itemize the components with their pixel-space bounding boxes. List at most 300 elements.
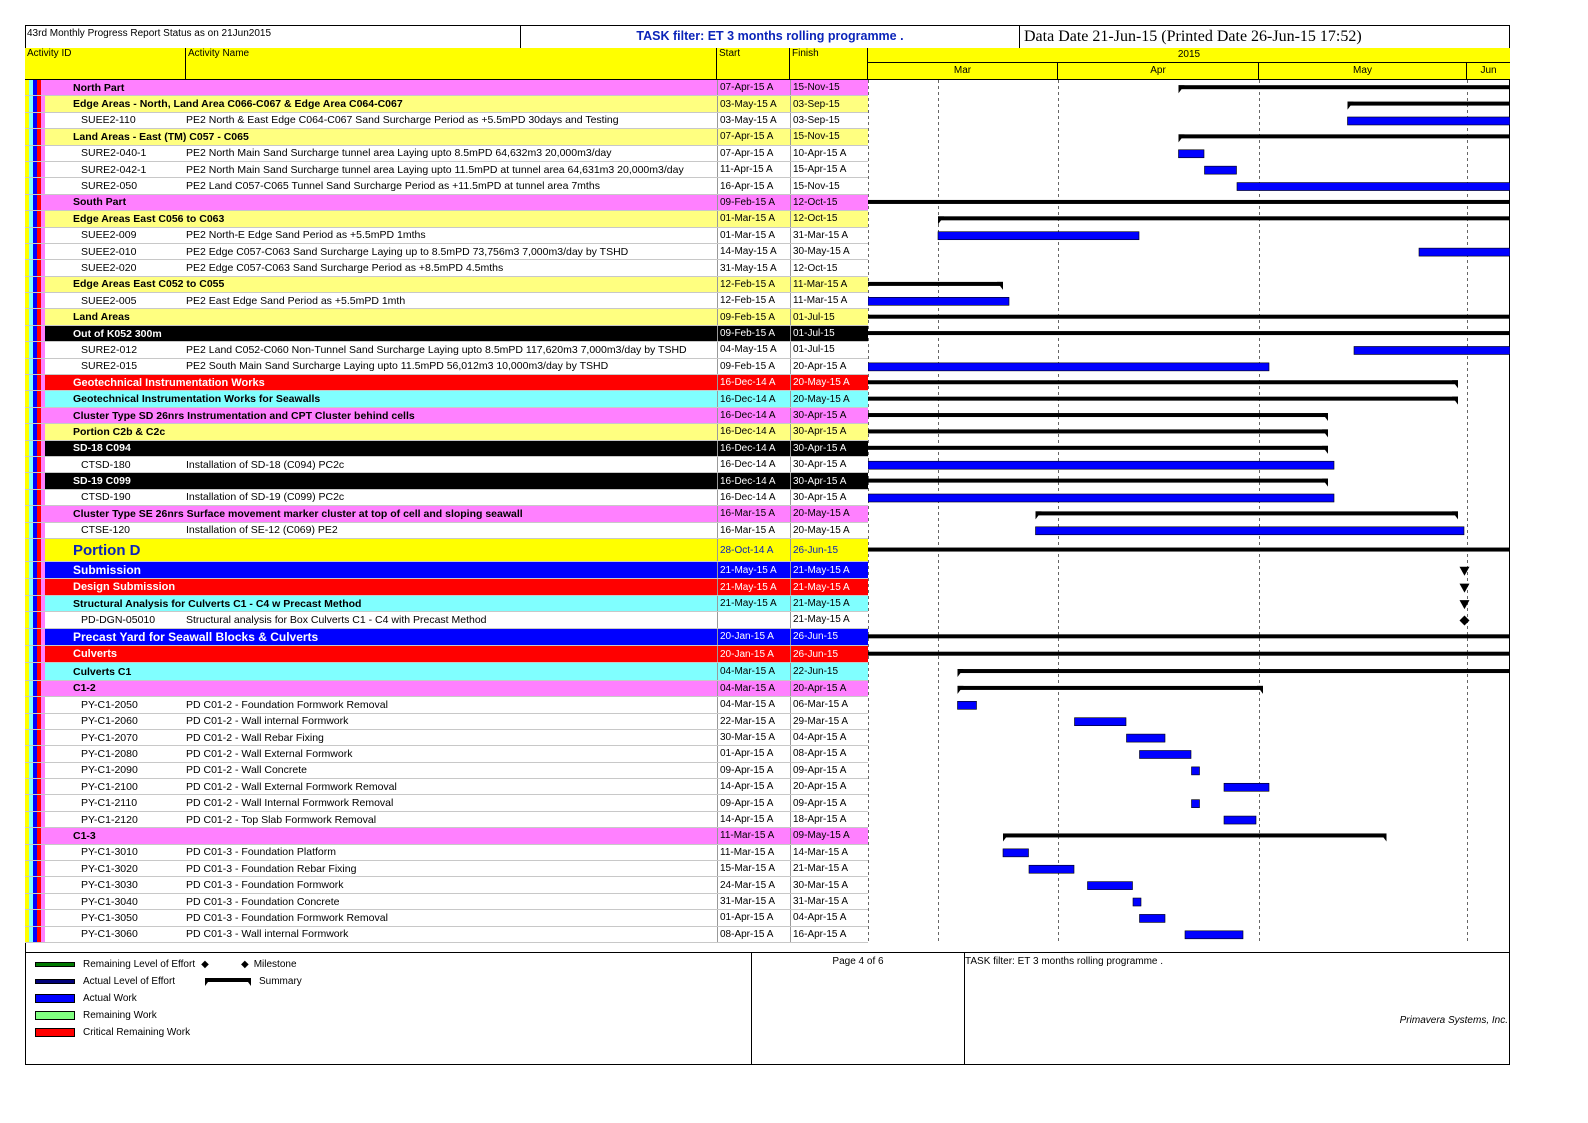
activity-name: PD C01-3 - Foundation Rebar Fixing [186, 862, 357, 875]
activity-name: PD C01-2 - Wall Concrete [186, 764, 307, 777]
activity-row[interactable] [25, 260, 868, 276]
activity-id: PY-C1-2110 [81, 797, 138, 810]
start-date: 20-Jan-15 A [717, 646, 790, 662]
outline-band [41, 646, 45, 662]
outline-bands [25, 473, 47, 488]
start-date: 09-Apr-15 A [717, 795, 790, 810]
activity-row[interactable] [25, 113, 868, 129]
finish-date: 21-May-15 A [790, 596, 868, 611]
start-date: 16-Dec-14 A [717, 473, 790, 488]
outline-bands [25, 309, 47, 324]
col-activity-name[interactable]: Activity Name [186, 48, 717, 79]
activity-name: PD C01-3 - Foundation Concrete [186, 895, 340, 908]
wbs-group-row[interactable] [25, 562, 868, 579]
wbs-group-row[interactable] [25, 391, 868, 407]
outline-band [41, 910, 45, 925]
outline-bands [25, 845, 47, 860]
finish-date: 30-Apr-15 A [790, 473, 868, 488]
activity-row[interactable] [25, 162, 868, 178]
activity-row[interactable] [25, 359, 868, 375]
activity-row[interactable] [25, 293, 868, 309]
finish-date: 04-Apr-15 A [790, 730, 868, 745]
activity-name: PD C01-2 - Wall Rebar Fixing [186, 731, 324, 744]
legend-swatch [35, 1028, 75, 1037]
finish-date: 20-Apr-15 A [790, 359, 868, 374]
activity-id: CTSE-120 [81, 524, 131, 537]
outline-bands [25, 326, 47, 341]
finish-date: 20-Apr-15 A [790, 681, 868, 696]
group-label: Precast Yard for Seawall Blocks & Culverts [73, 629, 319, 644]
finish-date: 29-Mar-15 A [790, 714, 868, 729]
outline-band [41, 162, 45, 177]
outline-band [41, 113, 45, 128]
start-date: 09-Apr-15 A [717, 763, 790, 778]
activity-row[interactable] [25, 795, 868, 811]
wbs-group-row[interactable] [25, 408, 868, 424]
outline-band [41, 812, 45, 827]
report-title: 43rd Monthly Progress Report Status as on 21Jun2015 [27, 28, 272, 39]
activity-row[interactable] [25, 779, 868, 795]
outline-band [41, 612, 45, 627]
outline-band [41, 228, 45, 243]
finish-date: 30-Apr-15 A [790, 457, 868, 472]
timescale-month-mar: Mar [868, 63, 1058, 79]
activity-row[interactable] [25, 861, 868, 877]
activity-id: CTSD-190 [81, 491, 131, 504]
start-date: 09-Feb-15 A [717, 326, 790, 341]
start-date: 07-Apr-15 A [717, 80, 790, 95]
outline-bands [25, 894, 47, 909]
summary-bar [1036, 511, 1459, 515]
summary-bar [868, 429, 1328, 433]
wbs-group-row[interactable] [25, 629, 868, 646]
finish-date: 20-May-15 A [790, 523, 868, 538]
start-date: 16-Dec-14 A [717, 490, 790, 505]
wbs-group-row[interactable] [25, 424, 868, 440]
outline-band [41, 523, 45, 538]
start-date: 21-May-15 A [717, 579, 790, 594]
start-date: 04-Mar-15 A [717, 681, 790, 696]
group-label: Structural Analysis for Culverts C1 - C4 w Precast Method [73, 597, 362, 610]
activity-row[interactable] [25, 714, 868, 730]
finish-date: 31-Mar-15 A [790, 894, 868, 909]
outline-bands [25, 129, 47, 144]
group-label: Edge Areas East C056 to C063 [73, 212, 225, 225]
outline-band [41, 490, 45, 505]
summary-bar [868, 548, 1510, 552]
outline-band [41, 424, 45, 439]
activity-name: PE2 South Main Sand Surcharge Laying upto 11.5mPD 56,012m3 10,000m3/day by TSHD [186, 360, 609, 373]
start-date: 14-Apr-15 A [717, 812, 790, 827]
finish-date: 18-Apr-15 A [790, 812, 868, 827]
wbs-group-row[interactable] [25, 539, 868, 562]
finish-date: 08-Apr-15 A [790, 746, 868, 761]
actual-work-bar [1354, 346, 1510, 354]
start-date: 01-Apr-15 A [717, 910, 790, 925]
finish-date: 30-Apr-15 A [790, 424, 868, 439]
start-date: 16-Dec-14 A [717, 375, 790, 390]
outline-band [41, 714, 45, 729]
finish-date: 30-Apr-15 A [790, 490, 868, 505]
actual-work-bar [1192, 800, 1200, 808]
outline-bands [25, 457, 47, 472]
finish-date: 06-Mar-15 A [790, 697, 868, 712]
finish-date: 30-Mar-15 A [790, 877, 868, 892]
finish-date: 31-Mar-15 A [790, 228, 868, 243]
activity-name: PE2 Land C052-C060 Non-Tunnel Sand Surcharge Laying upto 8.5mPD 117,620m3 7,000m3/day by TSHD [186, 343, 687, 356]
data-date: Data Date 21-Jun-15 (Printed Date 26-Jun-15 17:52) [1024, 28, 1362, 45]
activity-id: SUEE2-005 [81, 294, 137, 307]
finish-date: 21-May-15 A [790, 562, 868, 578]
wbs-group-row[interactable] [25, 129, 868, 145]
outline-bands [25, 260, 47, 275]
outline-bands [25, 391, 47, 406]
activity-row[interactable] [25, 228, 868, 244]
activity-row[interactable] [25, 877, 868, 893]
legend-swatch [35, 994, 75, 1003]
finish-date: 21-May-15 A [790, 612, 868, 627]
activity-row[interactable] [25, 457, 868, 473]
start-date: 11-Mar-15 A [717, 845, 790, 860]
activity-name: PD C01-3 - Foundation Platform [186, 846, 336, 859]
summary-bar-icon [205, 977, 251, 987]
outline-band [41, 579, 45, 594]
actual-work-bar [1348, 117, 1511, 125]
outline-bands [25, 424, 47, 439]
group-label: Out of K052 300m [73, 327, 162, 340]
legend-page-cell [751, 953, 965, 1065]
activity-id: SUEE2-010 [81, 245, 137, 258]
outline-band [41, 342, 45, 357]
vendor-label: Primavera Systems, Inc. [1399, 1015, 1508, 1026]
activity-row[interactable] [25, 910, 868, 926]
outline-band [41, 596, 45, 611]
group-label: Geotechnical Instrumentation Works [73, 376, 265, 389]
activity-name: PE2 Edge C057-C063 Sand Surcharge Laying up to 8.5mPD 73,756m3 7,000m3/day by TSHD [186, 245, 629, 258]
activity-name: PE2 North Main Sand Surcharge tunnel area Laying upto 8.5mPD 64,632m3 20,000m3/day [186, 147, 612, 160]
activity-id: SURE2-012 [81, 343, 138, 356]
summary-bar [868, 282, 1003, 286]
activity-id: PY-C1-2080 [81, 747, 138, 760]
wbs-group-row[interactable] [25, 473, 868, 489]
summary-bar [1179, 85, 1511, 89]
outline-bands [25, 178, 47, 193]
outline-bands [25, 763, 47, 778]
group-label: Edge Areas - North, Land Area C066-C067 & Edge Area C064-C067 [73, 98, 403, 111]
activity-name: PE2 Land C057-C065 Tunnel Sand Surcharge Period as +11.5mPD at tunnel area 7mths [186, 180, 600, 193]
activity-name: PE2 Edge C057-C063 Sand Surcharge Period as +8.5mPD 4.5mths [186, 262, 504, 274]
outline-band [41, 408, 45, 423]
summary-bar [868, 315, 1510, 319]
wbs-group-row[interactable] [25, 96, 868, 112]
legend-item: Remaining Level of Effort ◆ [35, 959, 209, 970]
actual-work-bar [868, 297, 1009, 305]
outline-band [41, 195, 45, 210]
outline-bands [25, 359, 47, 374]
outline-band [41, 845, 45, 860]
activity-row[interactable] [25, 746, 868, 762]
outline-band [41, 457, 45, 472]
wbs-group-row[interactable] [25, 211, 868, 227]
finish-date: 26-Jun-15 [790, 629, 868, 645]
finish-date: 01-Jul-15 [790, 326, 868, 341]
actual-work-bar [1224, 816, 1256, 824]
start-date: 16-Dec-14 A [717, 424, 790, 439]
start-date [717, 612, 790, 627]
activity-row[interactable] [25, 812, 868, 828]
wbs-group-row[interactable] [25, 828, 868, 844]
outline-bands [25, 877, 47, 892]
outline-bands [25, 195, 47, 210]
wbs-group-row[interactable] [25, 309, 868, 325]
actual-work-bar [1179, 150, 1205, 158]
group-label: Portion C2b & C2c [73, 425, 166, 438]
summary-bar [1348, 102, 1511, 106]
start-date: 16-Dec-14 A [717, 441, 790, 456]
start-date: 14-May-15 A [717, 244, 790, 259]
activity-id: SUEE2-020 [81, 262, 137, 274]
group-label: Culverts C1 [73, 665, 132, 678]
outline-bands [25, 96, 47, 111]
outline-band [41, 927, 45, 942]
actual-work-bar [1029, 865, 1074, 873]
outline-bands [25, 342, 47, 357]
outline-band [41, 375, 45, 390]
outline-bands [25, 714, 47, 729]
timescale-year: 2015 [868, 48, 1510, 63]
wbs-group-row[interactable] [25, 646, 868, 663]
outline-band [41, 309, 45, 324]
activity-id: SUEE2-110 [81, 114, 136, 127]
outline-band [41, 877, 45, 892]
activity-name: PE2 North-E Edge Sand Period as +5.5mPD 1mths [186, 229, 426, 242]
wbs-group-row[interactable] [25, 579, 868, 595]
outline-band [41, 129, 45, 144]
outline-band [41, 779, 45, 794]
col-activity-id[interactable]: Activity ID [25, 48, 186, 79]
summary-bar [868, 413, 1328, 417]
outline-band [41, 681, 45, 696]
wbs-group-row[interactable] [25, 441, 868, 457]
wbs-group-row[interactable] [25, 681, 868, 697]
start-date: 01-Mar-15 A [717, 211, 790, 226]
wbs-group-row[interactable] [25, 326, 868, 342]
outline-band [41, 697, 45, 712]
outline-band [41, 260, 45, 275]
finish-date: 15-Nov-15 [790, 178, 868, 193]
activity-row[interactable] [25, 146, 868, 162]
outline-bands [25, 228, 47, 243]
summary-bar [868, 634, 1510, 638]
activity-row[interactable] [25, 730, 868, 746]
activity-row[interactable] [25, 178, 868, 194]
start-date: 31-May-15 A [717, 260, 790, 275]
outline-bands [25, 828, 47, 843]
actual-work-bar [1003, 849, 1029, 857]
outline-bands [25, 562, 47, 578]
activity-name: Installation of SE-12 (C069) PE2 [186, 524, 338, 537]
activity-name: PD C01-2 - Wall Internal Formwork Removal [186, 797, 394, 810]
activity-row[interactable] [25, 612, 868, 628]
outline-band [41, 795, 45, 810]
activity-row[interactable] [25, 523, 868, 539]
activity-name: Installation of SD-19 (C099) PC2c [186, 491, 345, 504]
start-date: 01-Mar-15 A [717, 228, 790, 243]
start-date: 12-Feb-15 A [717, 277, 790, 292]
activity-row[interactable] [25, 490, 868, 506]
outline-band [41, 539, 45, 561]
start-date: 07-Apr-15 A [717, 146, 790, 161]
actual-work-bar [1088, 882, 1133, 890]
finish-date: 15-Nov-15 [790, 129, 868, 144]
activity-id: PY-C1-2050 [81, 698, 138, 711]
activity-name: PE2 East Edge Sand Period as +5.5mPD 1mth [186, 294, 406, 307]
finish-date: 20-May-15 A [790, 391, 868, 406]
finish-date: 12-Oct-15 [790, 260, 868, 275]
actual-work-bar [1185, 931, 1243, 939]
outline-band [41, 359, 45, 374]
gantt-chart [868, 80, 1510, 943]
finish-date: 01-Jul-15 [790, 309, 868, 324]
group-label: SD-18 C094 [73, 442, 131, 455]
start-date: 22-Mar-15 A [717, 714, 790, 729]
outline-bands [25, 375, 47, 390]
finish-date: 15-Nov-15 [790, 80, 868, 95]
activity-name: PE2 North & East Edge C064-C067 Sand Surcharge Period as +5.5mPD 30days and Testing [186, 114, 619, 127]
activity-row[interactable] [25, 697, 868, 713]
outline-band [41, 244, 45, 259]
finish-date: 20-May-15 A [790, 506, 868, 521]
wbs-group-row[interactable] [25, 195, 868, 211]
wbs-group-row[interactable] [25, 596, 868, 612]
actual-work-bar [938, 232, 1139, 240]
summary-bar [868, 446, 1328, 450]
start-date: 09-Feb-15 A [717, 309, 790, 324]
group-label: Land Areas - East (TM) C057 - C065 [73, 130, 249, 143]
outline-band [41, 441, 45, 456]
start-date: 30-Mar-15 A [717, 730, 790, 745]
wbs-group-row[interactable] [25, 277, 868, 293]
activity-row[interactable] [25, 244, 868, 260]
finish-date: 10-Apr-15 A [790, 146, 868, 161]
outline-bands [25, 277, 47, 292]
start-date: 08-Apr-15 A [717, 927, 790, 942]
group-label: Edge Areas East C052 to C055 [73, 278, 225, 291]
start-date: 04-May-15 A [717, 342, 790, 357]
report-header [25, 25, 1510, 49]
actual-work-bar [1133, 898, 1141, 906]
timescale-month-apr: Apr [1058, 63, 1259, 79]
outline-band [41, 629, 45, 645]
actual-work-bar [1075, 718, 1127, 726]
outline-band [41, 730, 45, 745]
activity-id: PY-C1-2090 [81, 764, 138, 777]
finish-date: 22-Jun-15 [790, 663, 868, 679]
wbs-group-row[interactable] [25, 375, 868, 391]
summary-bar [868, 380, 1458, 384]
group-label: Submission [73, 563, 142, 578]
outline-band [41, 828, 45, 843]
outline-bands [25, 408, 47, 423]
activity-row[interactable] [25, 763, 868, 779]
activity-row[interactable] [25, 342, 868, 358]
col-finish[interactable]: Finish [790, 48, 868, 79]
legend [25, 952, 1510, 1065]
outline-bands [25, 490, 47, 505]
diamond-icon: ◆ [201, 959, 209, 970]
wbs-group-row[interactable] [25, 80, 868, 96]
group-label: North Part [73, 81, 125, 94]
timescale-month-may: May [1259, 63, 1467, 79]
group-label: Cluster Type SE 26nrs Surface movement marker cluster at top of cell and sloping seawall [73, 507, 523, 520]
summary-bar [868, 200, 1510, 204]
activity-name: PD C01-2 - Foundation Formwork Removal [186, 698, 388, 711]
page-number: Page 4 of 6 [832, 956, 884, 967]
outline-bands [25, 579, 47, 594]
col-start[interactable]: Start [717, 48, 790, 79]
start-date: 16-Dec-14 A [717, 457, 790, 472]
outline-bands [25, 523, 47, 538]
actual-work-bar [1224, 783, 1269, 791]
outline-bands [25, 910, 47, 925]
activity-row[interactable] [25, 894, 868, 910]
activity-id: PD-DGN-05010 [81, 613, 156, 626]
group-label: C1-3 [73, 829, 96, 842]
outline-band [41, 146, 45, 161]
wbs-group-row[interactable] [25, 663, 868, 680]
activity-id: PY-C1-2070 [81, 731, 138, 744]
finish-date: 04-Apr-15 A [790, 910, 868, 925]
activity-row[interactable] [25, 845, 868, 861]
activity-name: PD C01-2 - Wall External Formwork [186, 747, 353, 760]
outline-bands [25, 80, 47, 95]
legend-swatch [35, 979, 75, 984]
outline-band [41, 178, 45, 193]
finish-date: 12-Oct-15 [790, 195, 868, 210]
timescale-month-jun: Jun [1480, 65, 1497, 76]
outline-bands [25, 506, 47, 521]
wbs-group-row[interactable] [25, 506, 868, 522]
start-date: 03-May-15 A [717, 113, 790, 128]
legend-swatch [35, 1011, 75, 1020]
start-date: 16-Mar-15 A [717, 523, 790, 538]
outline-band [41, 293, 45, 308]
gantt-svg [868, 80, 1510, 943]
activity-name: PD C01-2 - Wall External Formwork Removal [186, 780, 397, 793]
outline-bands [25, 596, 47, 611]
outline-band [41, 861, 45, 876]
finish-date: 14-Mar-15 A [790, 845, 868, 860]
finish-date: 12-Oct-15 [790, 211, 868, 226]
activity-name: Installation of SD-18 (C094) PC2c [186, 458, 345, 471]
start-date: 04-Mar-15 A [717, 663, 790, 679]
group-label: Portion D [73, 541, 141, 559]
outline-bands [25, 539, 47, 561]
activity-row[interactable] [25, 927, 868, 943]
outline-band [41, 277, 45, 292]
summary-bar [868, 331, 1510, 335]
outline-band [41, 211, 45, 226]
group-label: South Part [73, 196, 127, 209]
outline-band [41, 746, 45, 761]
summary-bar [1003, 833, 1387, 837]
finish-date: 11-Mar-15 A [790, 293, 868, 308]
finish-date: 15-Apr-15 A [790, 162, 868, 177]
activity-name: PD C01-3 - Foundation Formwork Removal [186, 911, 388, 924]
actual-work-bar [1127, 734, 1166, 742]
finish-date: 21-Mar-15 A [790, 861, 868, 876]
finish-date: 21-May-15 A [790, 579, 868, 594]
